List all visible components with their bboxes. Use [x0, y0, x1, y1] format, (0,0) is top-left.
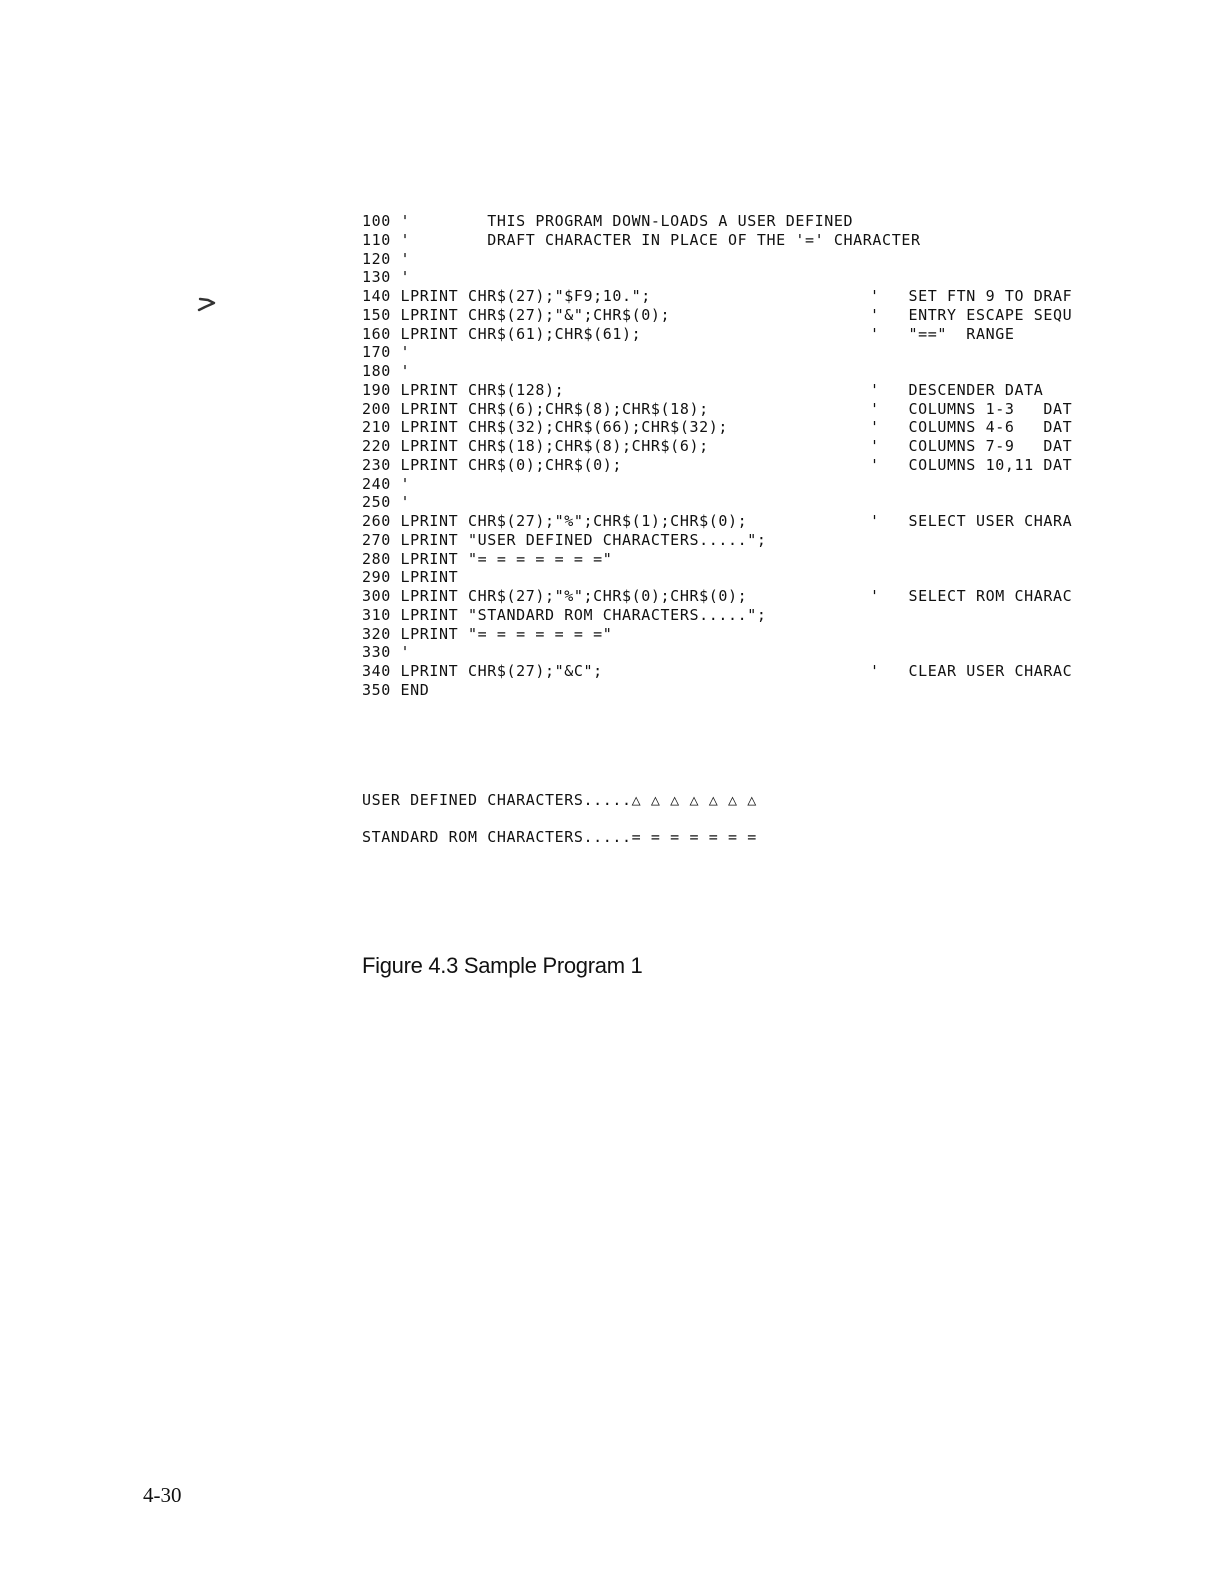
code-text: 220 LPRINT CHR$(18);CHR$(8);CHR$(6);: [362, 437, 709, 455]
figure-caption: Figure 4.3 Sample Program 1: [362, 953, 643, 978]
code-comment: ' COLUMNS 10,11 DAT: [870, 455, 1073, 474]
page-number: 4-30: [143, 1483, 182, 1507]
code-line: [362, 362, 1102, 381]
code-text: 230 LPRINT CHR$(0);CHR$(0);: [362, 455, 623, 474]
code-text: 200 LPRINT CHR$(6);CHR$(8);CHR$(18);: [362, 399, 709, 418]
code-line: [362, 531, 1102, 550]
code-text: 250 ': [362, 493, 411, 512]
code-text: 100 ' THIS PROGRAM DOWN-LOADS A USER DEFINED: [362, 212, 854, 230]
code-text: 270 LPRINT "USER DEFINED CHARACTERS.....";: [362, 530, 767, 549]
code-line: [362, 662, 1102, 681]
code-comment: ' COLUMNS 7-9 DAT: [870, 437, 1073, 455]
output-user-defined-line: USER DEFINED CHARACTERS.....△ △ △ △ △ △ △: [362, 791, 757, 809]
code-text: 330 ': [362, 643, 411, 662]
code-text: 160 LPRINT CHR$(61);CHR$(61);: [362, 324, 642, 343]
code-line: [362, 475, 1102, 494]
code-text: 150 LPRINT CHR$(27);"&";CHR$(0);: [362, 305, 671, 324]
code-comment: ' COLUMNS 4-6 DAT: [870, 418, 1073, 437]
code-line: [362, 287, 1102, 306]
code-text: 190 LPRINT CHR$(128);: [362, 380, 565, 399]
code-text: 110 ' DRAFT CHARACTER IN PLACE OF THE '=' CHARACTER: [362, 230, 921, 249]
code-text: 340 LPRINT CHR$(27);"&C";: [362, 662, 603, 680]
code-comment: ' DESCENDER DATA: [870, 380, 1044, 399]
code-text: 120 ': [362, 249, 411, 268]
code-text: 140 LPRINT CHR$(27);"$F9;10.";: [362, 287, 651, 305]
code-line: [362, 343, 1102, 362]
code-line: [362, 606, 1102, 625]
code-line: [362, 381, 1102, 400]
code-line: [362, 231, 1102, 250]
code-line: [362, 643, 1102, 662]
code-text: 170 ': [362, 343, 411, 362]
code-line: [362, 681, 1102, 700]
code-line: [362, 456, 1102, 475]
code-line: [362, 250, 1102, 269]
code-text: 320 LPRINT "= = = = = = =": [362, 624, 613, 643]
code-comment: ' "==" RANGE: [870, 324, 1015, 343]
code-text: 280 LPRINT "= = = = = = =": [362, 549, 613, 568]
code-comment: ' SELECT USER CHARA: [870, 512, 1073, 530]
code-comment: ' CLEAR USER CHARAC: [870, 662, 1073, 680]
program-listing: [362, 212, 1102, 702]
code-line: [362, 587, 1102, 606]
code-line: [362, 550, 1102, 569]
code-text: 240 ': [362, 474, 411, 493]
code-text: 290 LPRINT: [362, 568, 459, 587]
code-line: [362, 493, 1102, 512]
code-comment: ' ENTRY ESCAPE SEQU: [870, 305, 1073, 324]
code-line: [362, 512, 1102, 531]
code-line: [362, 325, 1102, 344]
output-standard-rom-line: STANDARD ROM CHARACTERS.....= = = = = = =: [362, 828, 757, 846]
code-line: [362, 418, 1102, 437]
code-line: [362, 625, 1102, 644]
code-text: 310 LPRINT "STANDARD ROM CHARACTERS.....";: [362, 605, 767, 624]
code-text: 210 LPRINT CHR$(32);CHR$(66);CHR$(32);: [362, 418, 728, 437]
code-line: [362, 400, 1102, 419]
code-comment: ' COLUMNS 1-3 DAT: [870, 399, 1073, 418]
code-text: 300 LPRINT CHR$(27);"%";CHR$(0);CHR$(0);: [362, 587, 748, 605]
binder-mark-icon: [196, 295, 218, 313]
code-text: 350 END: [362, 680, 430, 699]
code-text: 130 ': [362, 268, 411, 287]
code-line: [362, 568, 1102, 587]
code-comment: ' SET FTN 9 TO DRAF: [870, 287, 1073, 305]
code-line: [362, 268, 1102, 287]
code-line: [362, 437, 1102, 456]
code-line: [362, 212, 1102, 231]
code-comment: ' SELECT ROM CHARAC: [870, 587, 1073, 605]
code-text: 180 ': [362, 362, 411, 380]
code-line: [362, 306, 1102, 325]
code-text: 260 LPRINT CHR$(27);"%";CHR$(1);CHR$(0);: [362, 512, 748, 530]
